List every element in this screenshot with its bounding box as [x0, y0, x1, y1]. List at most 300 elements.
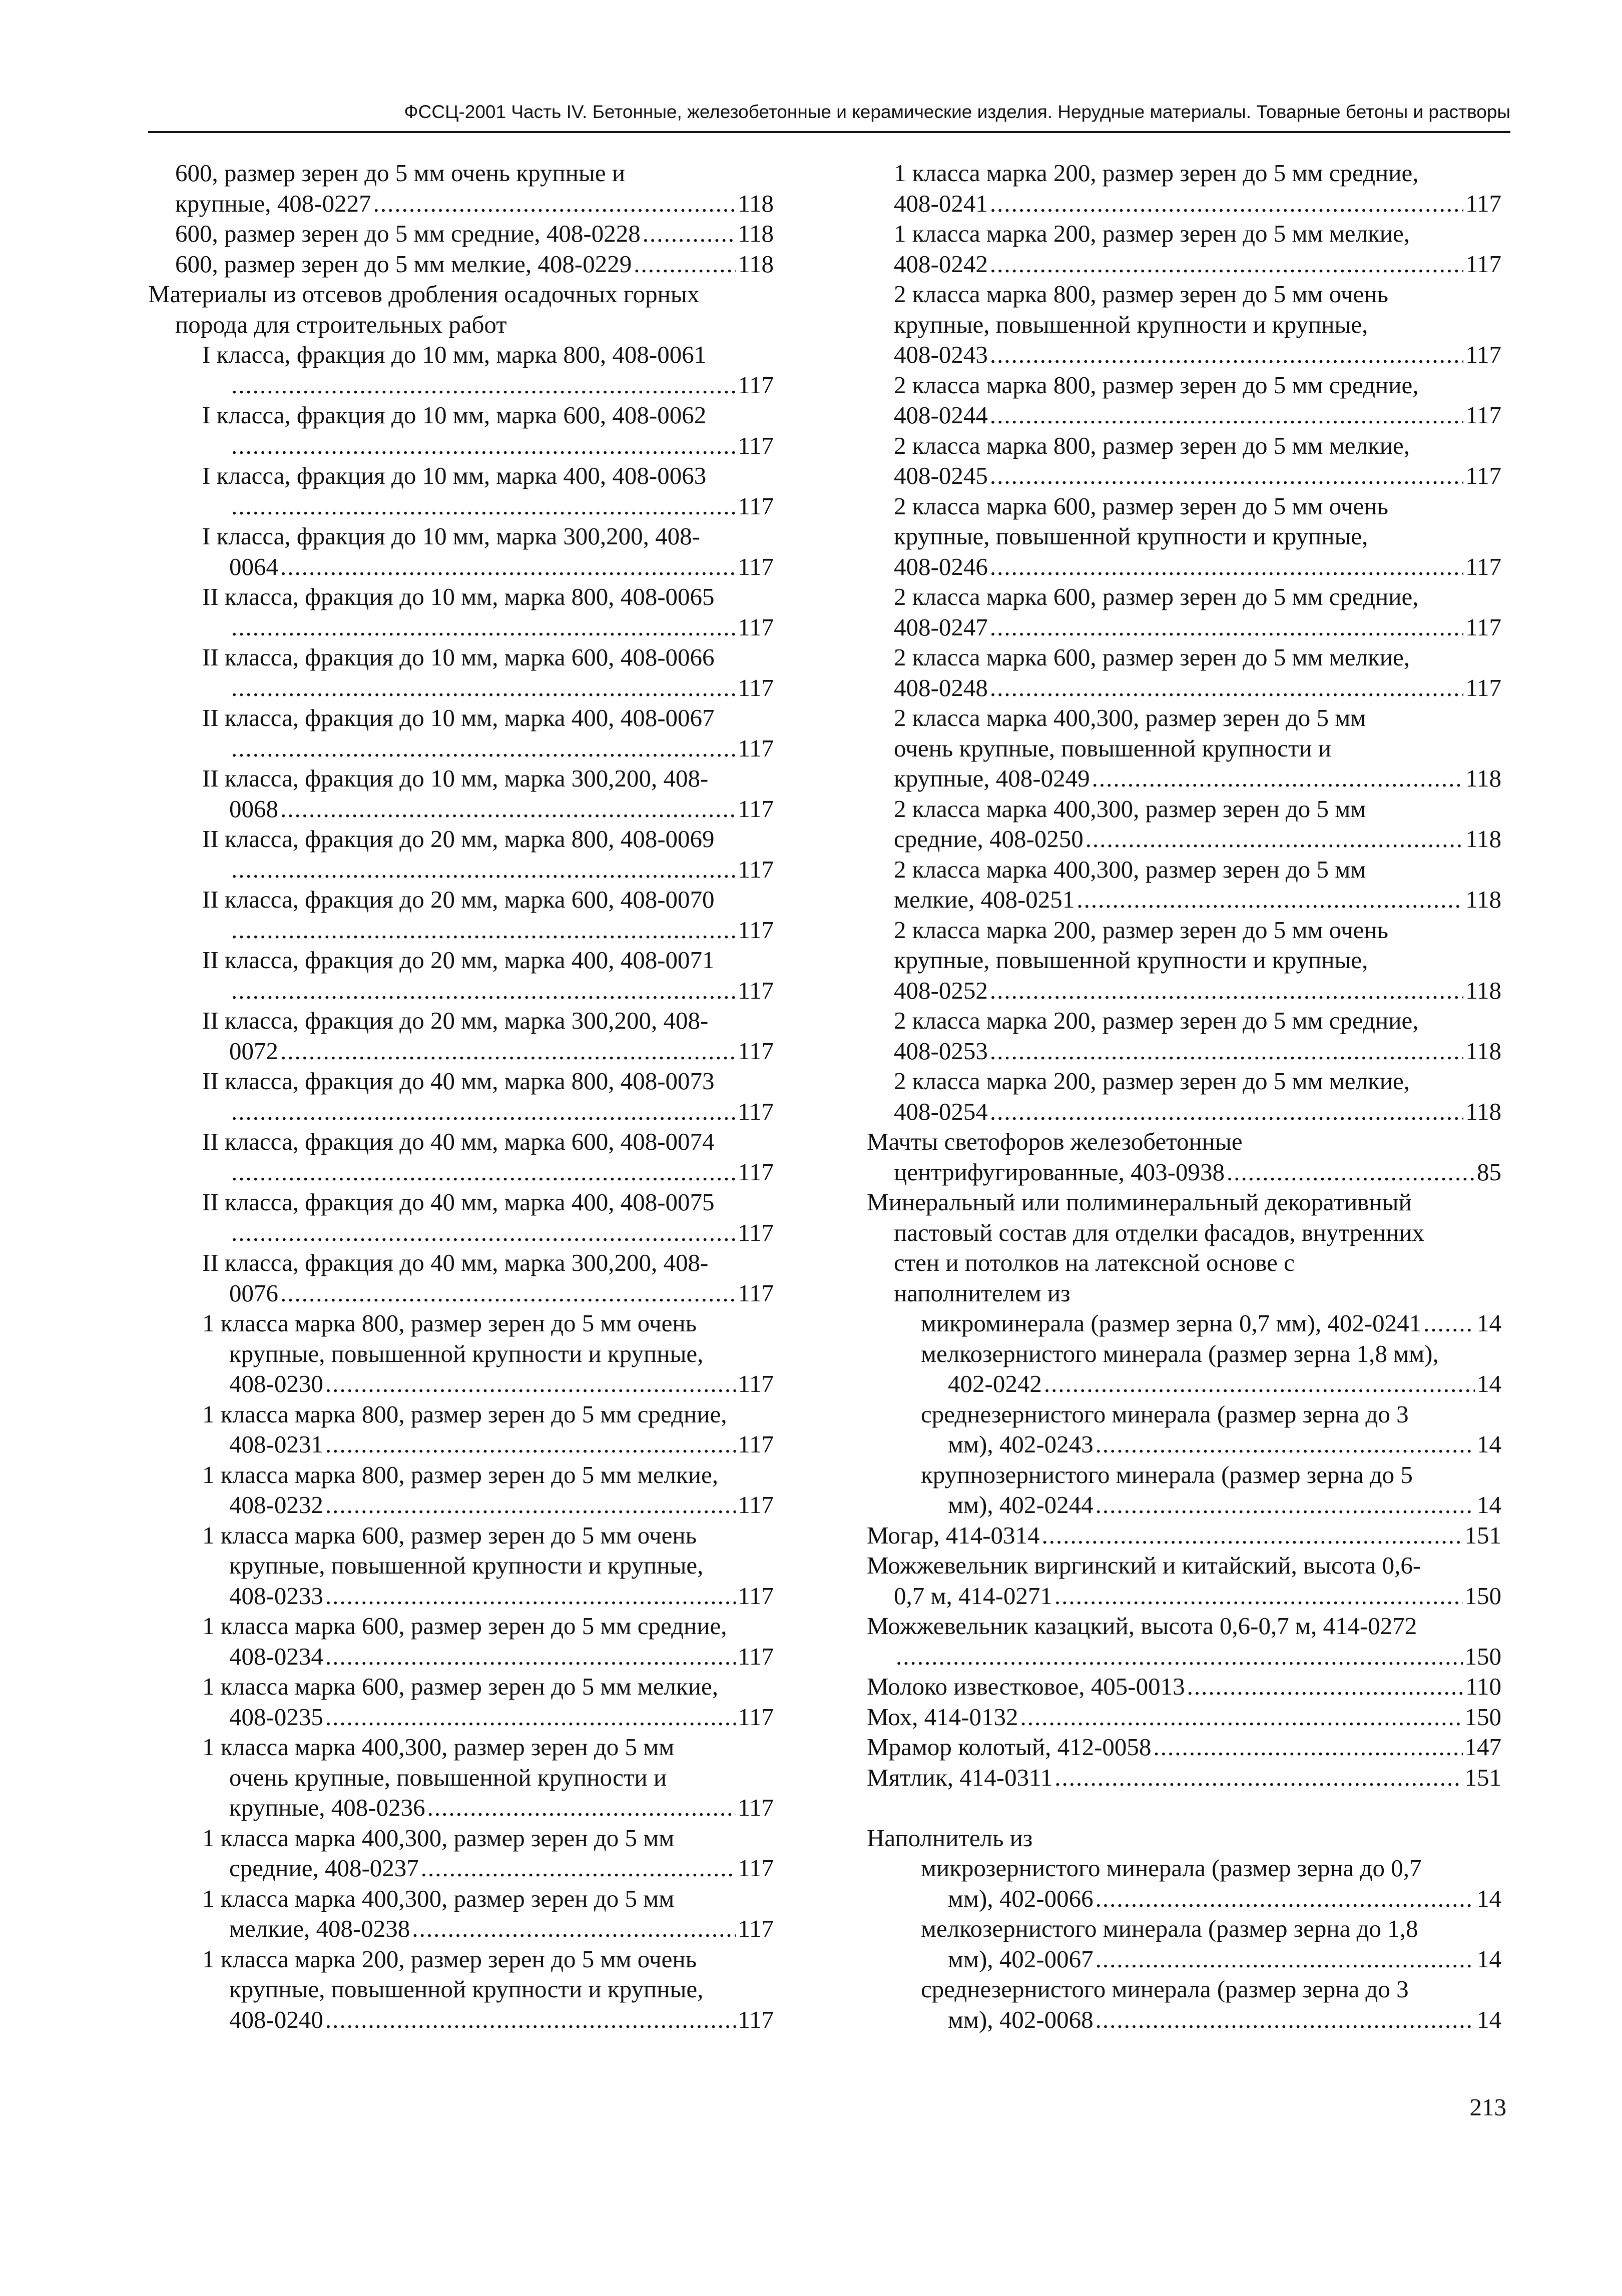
entry-text-line: 1 класса марка 400,300, размер зерен до 5 мм	[202, 1733, 675, 1761]
index-entry	[867, 1974, 1501, 2035]
entry-text-line: II класса, фракция до 20 мм, марка 600, 408-0070	[202, 886, 715, 913]
entry-text-line: 2 класса марка 600, размер зерен до 5 мм очень	[894, 492, 1388, 520]
dot-leader	[1423, 1308, 1475, 1339]
index-entry	[148, 1520, 774, 1612]
page-reference: 118	[738, 220, 774, 247]
entry-leader-line	[148, 431, 774, 461]
entry-leader-line	[867, 1732, 1501, 1763]
entry-last-text: мелкие, 408-0238	[229, 1915, 410, 1942]
index-entry	[148, 1248, 774, 1308]
entry-leader-line	[148, 1218, 774, 1248]
index-entry	[148, 1460, 774, 1520]
index-entry	[867, 1520, 1501, 1551]
index-entry	[148, 582, 774, 642]
page-reference: 117	[1465, 189, 1501, 217]
entry-last-text: мм), 402-0066	[948, 1884, 1094, 1912]
entry-leader-line	[867, 1490, 1501, 1520]
entry-leader-line	[148, 1702, 774, 1733]
index-entry	[148, 1732, 774, 1823]
entry-text-line: очень крупные, повышенной крупности и	[229, 1763, 667, 1791]
page-reference: 118	[1465, 1037, 1501, 1065]
entry-last-text: 408-0247	[894, 613, 988, 641]
dot-leader	[231, 1218, 736, 1248]
dot-leader	[990, 189, 1463, 219]
entry-last-text: Мрамор колотый, 412-0058	[867, 1733, 1152, 1761]
entry-text-line: II класса, фракция до 10 мм, марка 800, 408-0065	[202, 583, 715, 610]
page-reference: 117	[1465, 401, 1501, 429]
entry-leader-line	[148, 249, 774, 280]
dot-leader	[231, 915, 736, 946]
index-entry	[867, 1611, 1501, 1672]
dot-leader	[1092, 763, 1464, 794]
page-reference: 117	[738, 855, 774, 883]
dot-leader	[1096, 1884, 1475, 1914]
page-reference: 117	[738, 734, 774, 762]
index-entry	[148, 703, 774, 763]
entry-text-line: 1 класса марка 800, размер зерен до 5 мм мелкие,	[202, 1460, 719, 1488]
entry-text-line: I класса, фракция до 10 мм, марка 300,200, 408-	[202, 522, 700, 550]
page-reference: 117	[738, 1097, 774, 1125]
page-reference: 117	[1465, 341, 1501, 368]
index-entry	[148, 1823, 774, 1884]
entry-leader-line	[867, 189, 1501, 219]
entry-leader-line	[867, 612, 1501, 643]
page-reference: 117	[738, 1642, 774, 1670]
entry-leader-line	[148, 976, 774, 1006]
entry-leader-line	[148, 1914, 774, 1944]
dot-leader	[325, 1490, 736, 1520]
index-entry	[148, 1399, 774, 1460]
page-reference: 150	[1464, 1642, 1501, 1670]
page-reference: 117	[738, 1430, 774, 1458]
page-reference: 117	[738, 2005, 774, 2033]
entry-last-text: 0068	[229, 795, 278, 823]
page-reference: 117	[738, 795, 774, 823]
entry-leader-line	[867, 824, 1501, 855]
entry-leader-line	[867, 552, 1501, 582]
header-rule	[148, 131, 1510, 133]
index-entry	[867, 1672, 1501, 1702]
index-entry	[867, 158, 1501, 219]
entry-leader-line	[867, 400, 1501, 431]
dot-leader	[990, 1036, 1463, 1067]
entry-last-text: центрифугированные, 403-0938	[894, 1158, 1225, 1186]
entry-leader-line	[148, 1642, 774, 1672]
entry-last-text: микроминерала (размер зерна 0,7 мм), 402-0241	[921, 1309, 1422, 1337]
entry-text-line: пастовый состав для отделки фасадов, внутренних	[894, 1218, 1425, 1246]
entry-leader-line	[148, 1157, 774, 1188]
entry-leader-line	[148, 1369, 774, 1399]
dot-leader	[1054, 1763, 1462, 1793]
dot-leader	[990, 1097, 1463, 1127]
page-reference: 118	[1465, 764, 1501, 792]
entry-text-line: 1 класса марка 600, размер зерен до 5 мм средние,	[202, 1612, 727, 1640]
index-entry	[867, 1308, 1501, 1339]
dot-leader	[1187, 1672, 1464, 1702]
index-entry	[148, 1187, 774, 1248]
entry-last-text: 408-0244	[894, 401, 988, 429]
entry-text-line: II класса, фракция до 40 мм, марка 400, 408-0075	[202, 1188, 715, 1216]
entry-leader-line	[867, 1581, 1501, 1612]
entry-last-text: Мятлик, 414-0311	[867, 1763, 1053, 1791]
entry-last-text: 0072	[229, 1037, 278, 1065]
index-entry	[867, 1339, 1501, 1399]
dot-leader	[990, 249, 1463, 280]
entry-last-text: средние, 408-0250	[894, 825, 1084, 853]
dot-leader	[231, 673, 736, 703]
dot-leader	[231, 976, 736, 1006]
dot-leader	[1096, 1490, 1475, 1520]
dot-leader	[421, 1853, 736, 1884]
entry-text-line: 1 класса марка 600, размер зерен до 5 мм мелкие,	[202, 1673, 719, 1700]
index-entry	[867, 582, 1501, 642]
page-reference: 150	[1464, 1703, 1501, 1731]
index-entry	[148, 945, 774, 1006]
index-entry	[148, 1066, 774, 1127]
entry-text-line: II класса, фракция до 20 мм, марка 400, 408-0071	[202, 946, 715, 974]
dot-leader	[231, 855, 736, 885]
entry-leader-line	[148, 370, 774, 401]
entry-last-text: средние, 408-0237	[229, 1854, 419, 1882]
entry-last-text: 0064	[229, 552, 278, 580]
entry-leader-line	[867, 1884, 1501, 1914]
entry-text-line: 1 класса марка 200, размер зерен до 5 мм очень	[202, 1945, 697, 1973]
entry-text-line: I класса, фракция до 10 мм, марка 800, 408-0061	[202, 341, 707, 368]
dot-leader	[412, 1914, 736, 1944]
dot-leader	[990, 976, 1463, 1006]
dot-leader	[325, 1429, 736, 1460]
entry-leader-line	[148, 552, 774, 582]
entry-last-text: 408-0253	[894, 1037, 988, 1065]
entry-last-text: 408-0243	[894, 341, 988, 368]
entry-text-line: наполнителем из	[894, 1279, 1070, 1307]
entry-leader-line	[867, 2005, 1501, 2035]
entry-text-line: II класса, фракция до 10 мм, марка 600, 408-0066	[202, 643, 715, 671]
page-reference: 117	[1465, 552, 1501, 580]
index-column-right	[867, 158, 1501, 2035]
entry-last-text: 408-0246	[894, 552, 988, 580]
page-reference: 117	[738, 492, 774, 520]
entry-text-line: 2 класса марка 200, размер зерен до 5 мм мелкие,	[894, 1067, 1410, 1095]
index-entry	[867, 1460, 1501, 1520]
entry-last-text: 408-0234	[229, 1642, 323, 1670]
entry-text-line: II класса, фракция до 40 мм, марка 600, 408-0074	[202, 1128, 715, 1155]
dot-leader	[427, 1793, 736, 1823]
entry-text-line: 1 класса марка 400,300, размер зерен до 5 мм	[202, 1824, 675, 1852]
dot-leader	[1044, 1369, 1475, 1399]
index-entry	[148, 1944, 774, 2035]
entry-text-line: крупнозернистого минерала (размер зерна до 5	[921, 1460, 1413, 1488]
page-reference: 118	[1465, 976, 1501, 1004]
entry-last-text: Молоко известковое, 405-0013	[867, 1673, 1185, 1700]
entry-leader-line	[867, 1036, 1501, 1067]
dot-leader	[1096, 1944, 1475, 1975]
index-entry	[867, 370, 1501, 431]
page-reference: 117	[738, 1491, 774, 1518]
index-entry	[867, 794, 1501, 855]
entry-leader-line	[867, 1702, 1501, 1733]
page-reference: 117	[738, 673, 774, 701]
dot-leader	[990, 673, 1463, 703]
entry-text-line: II класса, фракция до 10 мм, марка 400, 408-0067	[202, 704, 715, 731]
page-reference: 117	[738, 916, 774, 944]
index-entry	[867, 1399, 1501, 1460]
page-reference: 117	[738, 1037, 774, 1065]
index-entry	[148, 340, 774, 400]
entry-leader-line	[148, 1490, 774, 1520]
entry-text-line: I класса, фракция до 10 мм, марка 600, 408-0062	[202, 401, 707, 429]
page-reference: 117	[738, 1854, 774, 1882]
entry-leader-line	[148, 915, 774, 946]
entry-last-text: 408-0252	[894, 976, 988, 1004]
index-entry	[867, 915, 1501, 1006]
entry-text-line: 1 класса марка 200, размер зерен до 5 мм средние,	[894, 159, 1419, 187]
dot-leader	[280, 1036, 736, 1067]
index-entry	[867, 855, 1501, 915]
entry-leader-line	[148, 612, 774, 643]
entry-text-line: стен и потолков на латексной основе с	[894, 1249, 1295, 1276]
dot-leader	[1227, 1157, 1475, 1188]
page-reference: 117	[738, 1582, 774, 1610]
entry-text-line: Материалы из отсевов дробления осадочных горных	[148, 280, 700, 308]
entry-text-line: 1 класса марка 800, размер зерен до 5 мм средние,	[202, 1400, 727, 1428]
dot-leader	[373, 189, 736, 219]
entry-last-text: мм), 402-0068	[948, 2005, 1094, 2033]
dot-leader	[1020, 1702, 1462, 1733]
entry-leader-line	[867, 1429, 1501, 1460]
index-entry	[148, 1611, 774, 1672]
entry-last-text: 408-0245	[894, 462, 988, 489]
entry-leader-line	[867, 1520, 1501, 1551]
dot-leader	[1042, 1520, 1463, 1551]
entry-text-line: Можжевельник виргинский и китайский, высота 0,6-	[867, 1552, 1421, 1579]
entry-text-line: 1 класса марка 600, размер зерен до 5 мм очень	[202, 1521, 697, 1549]
entry-text-line: Можжевельник казацкий, высота 0,6-0,7 м, 414-0272	[867, 1612, 1417, 1640]
index-entry	[867, 431, 1501, 491]
entry-leader-line	[148, 1853, 774, 1884]
entry-text-line: 2 класса марка 600, размер зерен до 5 мм средние,	[894, 583, 1419, 610]
page-reference: 117	[738, 371, 774, 399]
dot-leader	[990, 400, 1463, 431]
dot-leader	[1054, 1581, 1463, 1612]
entry-leader-line	[867, 249, 1501, 280]
entry-last-text: 600, размер зерен до 5 мм мелкие, 408-0229	[175, 250, 632, 278]
entry-text-line: 2 класса марка 800, размер зерен до 5 мм очень	[894, 280, 1388, 308]
index-entry	[148, 1672, 774, 1732]
page-reference: 110	[1465, 1673, 1501, 1700]
entry-last-text: крупные, 408-0227	[175, 189, 371, 217]
index-entry	[148, 885, 774, 945]
page-reference: 117	[1465, 613, 1501, 641]
entry-last-text: 408-0241	[894, 189, 988, 217]
blank-line	[867, 1793, 1501, 1823]
entry-text-line: крупные, повышенной крупности и крупные,	[894, 946, 1368, 974]
dot-leader	[325, 2005, 736, 2035]
entry-leader-line	[148, 491, 774, 522]
page-reference: 151	[1464, 1763, 1501, 1791]
dot-leader	[231, 370, 736, 401]
index-entry	[148, 219, 774, 249]
index-entry	[148, 461, 774, 521]
index-entry	[867, 1823, 1501, 1854]
entry-last-text: 408-0231	[229, 1430, 323, 1458]
index-entry	[148, 158, 774, 219]
page-reference: 117	[738, 1218, 774, 1246]
entry-leader-line	[148, 189, 774, 219]
entry-text-line: 2 класса марка 400,300, размер зерен до 5 мм	[894, 855, 1366, 883]
entry-text-line: II класса, фракция до 20 мм, марка 300,200, 408-	[202, 1007, 709, 1034]
index-entry	[148, 642, 774, 703]
page-reference: 14	[1477, 1309, 1501, 1337]
entry-text-line: очень крупные, повышенной крупности и	[894, 734, 1332, 762]
dot-leader	[990, 461, 1463, 491]
index-entry	[867, 1551, 1501, 1611]
index-entry	[867, 1187, 1501, 1308]
index-entry	[867, 491, 1501, 582]
entry-text-line: порода для строительных работ	[175, 310, 507, 338]
entry-text-line: Мачты светофоров железобетонные	[867, 1128, 1243, 1155]
entry-leader-line	[867, 1763, 1501, 1793]
page-reference: 147	[1464, 1733, 1501, 1761]
entry-last-text: крупные, 408-0249	[894, 764, 1090, 792]
entry-leader-line	[148, 733, 774, 764]
page-reference: 14	[1477, 2005, 1501, 2033]
dot-leader	[231, 491, 736, 522]
entry-last-text: Могар, 414-0314	[867, 1521, 1040, 1549]
index-entry	[148, 279, 774, 340]
entry-leader-line	[867, 1369, 1501, 1399]
entry-leader-line	[867, 1944, 1501, 1975]
entry-last-text: крупные, 408-0236	[229, 1794, 425, 1821]
index-entry	[148, 824, 774, 885]
entry-text-line: 2 класса марка 800, размер зерен до 5 мм средние,	[894, 371, 1419, 399]
index-entry	[867, 1853, 1501, 1914]
page-reference: 117	[738, 1794, 774, 1821]
entry-leader-line	[867, 673, 1501, 703]
entry-last-text: 402-0242	[948, 1370, 1042, 1397]
entry-last-text: мм), 402-0244	[948, 1491, 1094, 1518]
dot-leader	[280, 1278, 736, 1309]
entry-text-line: среднезернистого минерала (размер зерна до 3	[921, 1400, 1409, 1428]
index-entry	[148, 1308, 774, 1399]
page-reference: 117	[738, 1370, 774, 1397]
page-reference: 117	[1465, 462, 1501, 489]
index-entry	[867, 1006, 1501, 1066]
entry-last-text: 408-0233	[229, 1582, 323, 1610]
entry-text-line: микрозернистого минерала (размер зерна до 0,7	[921, 1854, 1422, 1882]
index-entry	[867, 642, 1501, 703]
entry-text-line: крупные, повышенной крупности и крупные,	[894, 310, 1368, 338]
page-reference: 118	[1465, 886, 1501, 913]
entry-text-line: 600, размер зерен до 5 мм очень крупные и	[175, 159, 626, 187]
entry-last-text: 408-0254	[894, 1097, 988, 1125]
entry-text-line: мелкозернистого минерала (размер зерна 1,8 мм),	[921, 1339, 1439, 1367]
dot-leader	[280, 552, 736, 582]
entry-leader-line	[867, 461, 1501, 491]
page-reference: 118	[1465, 1097, 1501, 1125]
page-reference: 14	[1477, 1430, 1501, 1458]
entry-leader-line	[148, 855, 774, 885]
entry-text-line: Наполнитель из	[867, 1824, 1033, 1852]
index-entry	[148, 1884, 774, 1944]
entry-text-line: 1 класса марка 800, размер зерен до 5 мм очень	[202, 1309, 697, 1337]
dot-leader	[990, 552, 1463, 582]
index-entry	[148, 1127, 774, 1187]
entry-last-text: мелкие, 408-0251	[894, 886, 1075, 913]
index-entry	[148, 400, 774, 461]
page-reference: 118	[1465, 825, 1501, 853]
index-entry	[867, 1732, 1501, 1763]
index-entry	[867, 703, 1501, 794]
entry-last-text: 408-0240	[229, 2005, 323, 2033]
entry-text-line: среднезернистого минерала (размер зерна до 3	[921, 1975, 1409, 2003]
page-reference: 151	[1464, 1521, 1501, 1549]
page-reference: 117	[738, 1279, 774, 1307]
page-reference: 117	[738, 1158, 774, 1186]
page-reference: 118	[738, 250, 774, 278]
entry-last-text: 408-0230	[229, 1370, 323, 1397]
index-entry	[148, 1006, 774, 1066]
entry-text-line: 1 класса марка 200, размер зерен до 5 мм мелкие,	[894, 220, 1410, 247]
entry-leader-line	[148, 673, 774, 703]
entry-last-text: 600, размер зерен до 5 мм средние, 408-0228	[175, 220, 641, 247]
entry-leader-line	[867, 1308, 1501, 1339]
running-head: ФССЦ-2001 Часть IV. Бетонные, железобетонные и керамические изделия. Нерудные материалы. Товарные бетоны и растворы	[404, 102, 1510, 122]
entry-last-text: 0,7 м, 414-0271	[894, 1582, 1052, 1610]
entry-text-line: Минеральный или полиминеральный декоративный	[867, 1188, 1412, 1216]
dot-leader	[231, 1157, 736, 1188]
index-entry	[867, 1914, 1501, 1974]
index-column-left	[148, 158, 774, 2035]
entry-leader-line	[867, 885, 1501, 915]
entry-last-text: мм), 402-0067	[948, 1945, 1094, 1973]
dot-leader	[643, 219, 736, 249]
page-reference: 14	[1477, 1945, 1501, 1973]
dot-leader	[325, 1581, 736, 1612]
entry-last-text: мм), 402-0243	[948, 1430, 1094, 1458]
page-reference: 150	[1464, 1582, 1501, 1610]
dot-leader	[231, 1097, 736, 1127]
dot-leader	[231, 733, 736, 764]
entry-leader-line	[867, 763, 1501, 794]
page-reference: 14	[1477, 1491, 1501, 1518]
entry-text-line: II класса, фракция до 20 мм, марка 800, 408-0069	[202, 825, 715, 853]
entry-leader-line	[867, 976, 1501, 1006]
entry-leader-line	[148, 1097, 774, 1127]
entry-text-line: II класса, фракция до 40 мм, марка 800, 408-0073	[202, 1067, 715, 1095]
entry-text-line: 2 класса марка 200, размер зерен до 5 мм очень	[894, 916, 1388, 944]
page-reference: 117	[738, 431, 774, 459]
entry-leader-line	[867, 1097, 1501, 1127]
dot-leader	[280, 794, 736, 825]
page-number: 213	[1469, 2093, 1506, 2121]
entry-leader-line	[148, 219, 774, 249]
page-reference: 85	[1477, 1158, 1501, 1186]
entry-text-line: 1 класса марка 400,300, размер зерен до 5 мм	[202, 1884, 675, 1912]
entry-last-text: 408-0235	[229, 1703, 323, 1731]
entry-text-line: 2 класса марка 600, размер зерен до 5 мм мелкие,	[894, 643, 1410, 671]
entry-text-line: II класса, фракция до 40 мм, марка 300,200, 408-	[202, 1249, 709, 1276]
entry-leader-line	[148, 1793, 774, 1823]
entry-leader-line	[867, 340, 1501, 370]
entry-text-line: крупные, повышенной крупности и крупные,	[229, 1552, 704, 1579]
dot-leader	[325, 1702, 736, 1733]
entry-text-line: крупные, повышенной крупности и крупные,	[229, 1975, 704, 2003]
index-entry	[867, 1066, 1501, 1127]
dot-leader	[231, 612, 736, 643]
page-reference: 117	[1465, 250, 1501, 278]
index-entry	[867, 1763, 1501, 1793]
